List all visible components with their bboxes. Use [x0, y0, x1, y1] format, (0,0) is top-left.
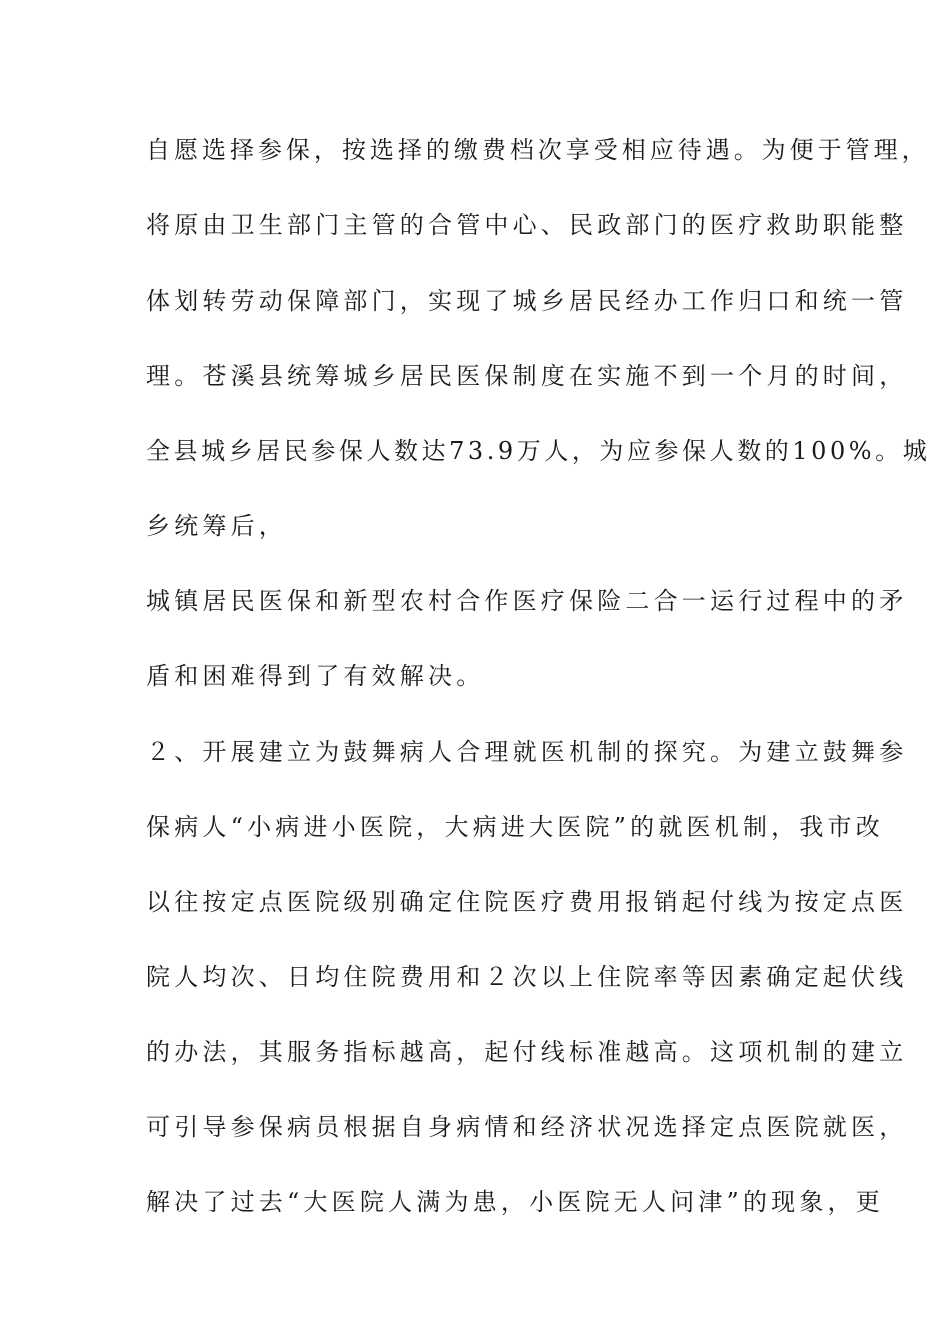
text-line: ２、开展建立为鼓舞病人合理就医机制的探究。为建立鼓舞参 [146, 738, 908, 766]
text-line: 乡统筹后， [146, 512, 287, 540]
text-line: 解决了过去“大医院人满为患，小医院无人问津”的现象，更 [146, 1188, 884, 1216]
text-line: 保病人“小病进小医院，大病进大医院”的就医机制，我市改 [146, 813, 884, 841]
text-line: 理。苍溪县统筹城乡居民医保制度在实施不到一个月的时间， [146, 362, 908, 390]
text-line: 的办法，其服务指标越高，起付线标准越高。这项机制的建立 [146, 1038, 908, 1066]
text-line: 城镇居民医保和新型农村合作医疗保险二合一运行过程中的矛 [146, 587, 908, 615]
text-line: 院人均次、日均住院费用和２次以上住院率等因素确定起伏线 [146, 963, 908, 991]
text-line: 全县城乡居民参保人数达73.9万人，为应参保人数的100%。城 [146, 437, 931, 465]
text-line: 自愿选择参保，按选择的缴费档次享受相应待遇。为便于管理， [146, 136, 930, 164]
text-line: 盾和困难得到了有效解决。 [146, 662, 485, 690]
text-line: 将原由卫生部门主管的合管中心、民政部门的医疗救助职能整 [146, 211, 908, 239]
text-line: 可引导参保病员根据自身病情和经济状况选择定点医院就医， [146, 1113, 908, 1141]
text-line: 以往按定点医院级别确定住院医疗费用报销起付线为按定点医 [146, 888, 908, 916]
text-line: 体划转劳动保障部门，实现了城乡居民经办工作归口和统一管 [146, 287, 908, 315]
